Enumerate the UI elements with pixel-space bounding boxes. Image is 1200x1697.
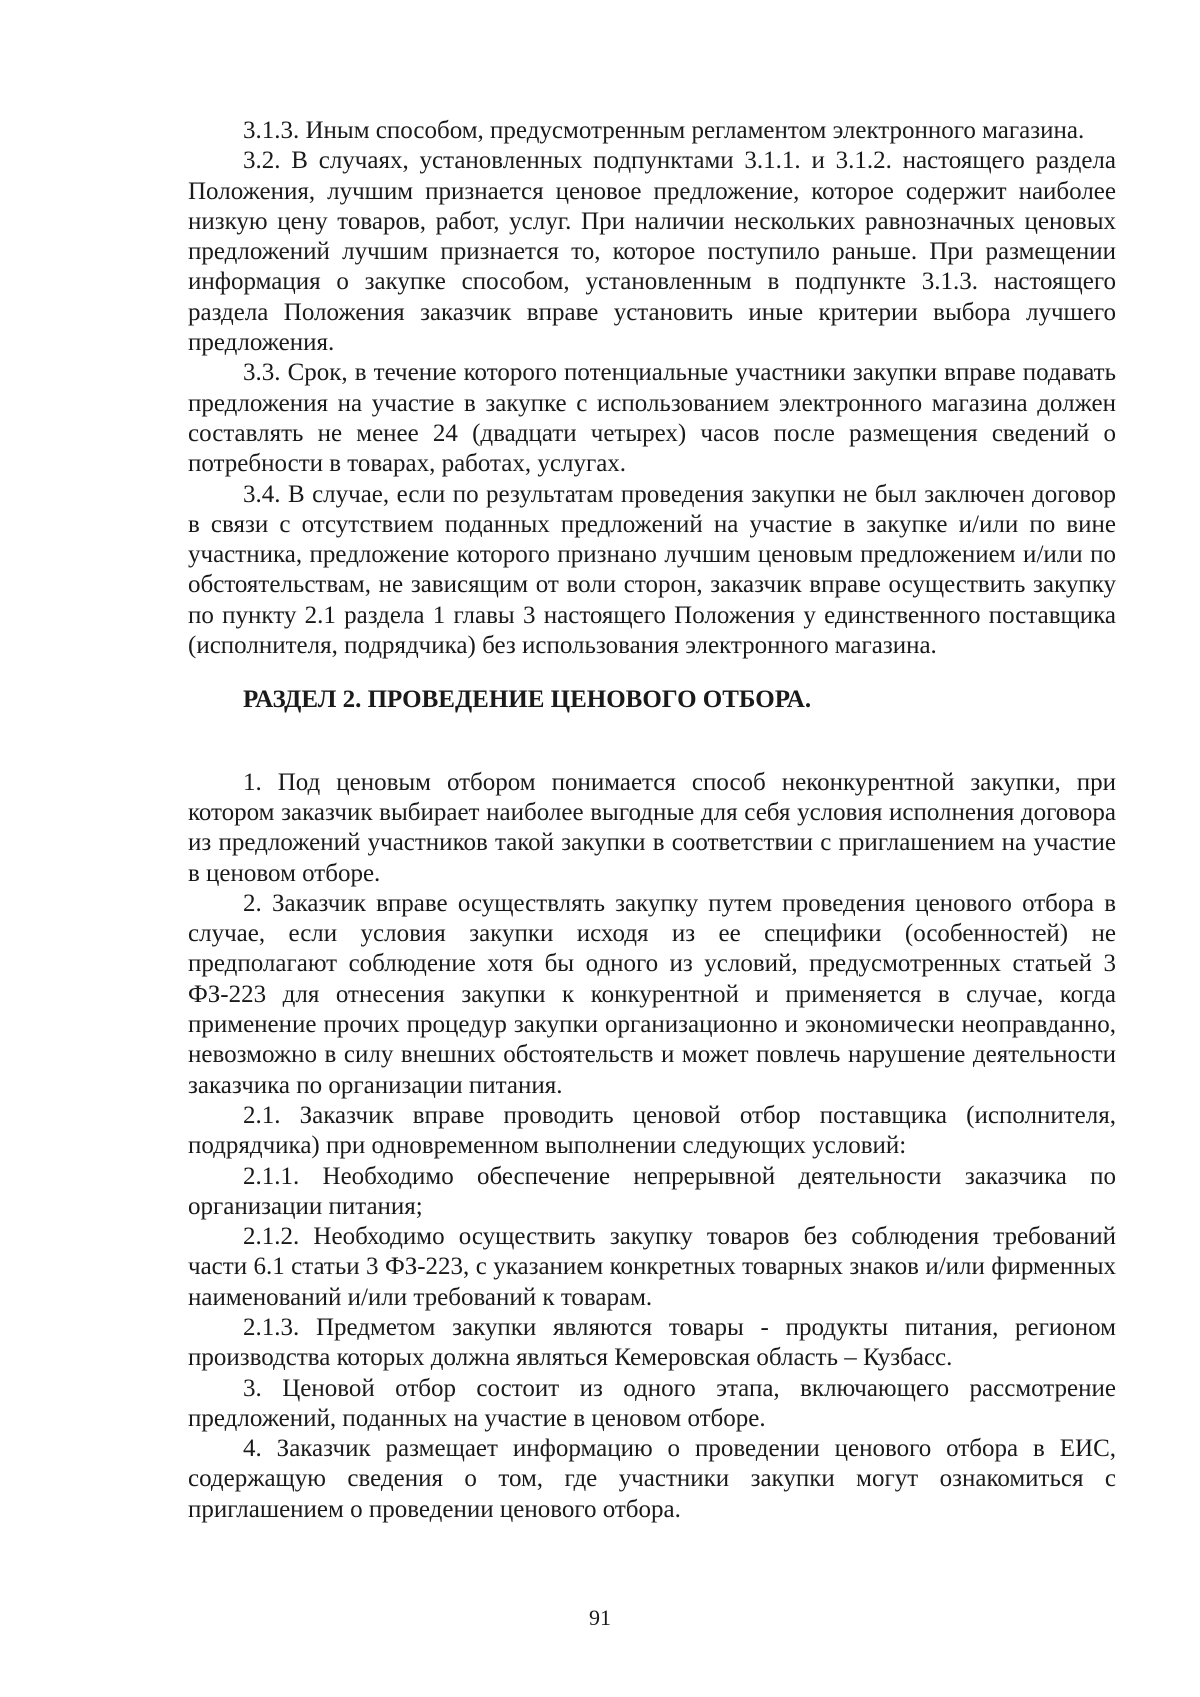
paragraph-3-1-3: 3.1.3. Иным способом, предусмотренным регламентом электронного магазина. bbox=[243, 117, 1085, 144]
paragraph-3-2: 3.2. В случаях, установленных подпунктами 3.1.1. и 3.1.2. настоящего раздела Положения, лучшим признается ценовое предложение, которое содержит наиболее низкую цену товаров, работ, услуг. При наличии нескольких равнозначных ценовых предложений лучшим признается то, которое поступило раньше. При размещении информация о закупке способом, установленным в подпункте 3.1.3. настоящего раздела Положения заказчик вправе установить иные критерии выбора лучшего предложения. bbox=[188, 147, 1116, 357]
paragraph-3-3: 3.3. Срок, в течение которого потенциальные участники закупки вправе подавать предложения на участие в закупке с использованием электронного магазина должен составлять не менее 24 (двадцати четырех) часов после размещения сведений о потребности в товарах, работах, услугах. bbox=[188, 359, 1116, 478]
page-number: 91 bbox=[589, 1605, 611, 1630]
page-body bbox=[188, 116, 1116, 1525]
paragraph-3: 3. Ценовой отбор состоит из одного этапа, включающего рассмотрение предложений, поданных на участие в ценовом отборе. bbox=[188, 1374, 1116, 1432]
paragraph-3-4: 3.4. В случае, если по результатам проведения закупки не был заключен договор в связи с отсутствием поданных предложений на участие в закупке и/или по вине участника, предложение которого признано лучшим ценовым предложением и/или по обстоятельствам, не зависящим от воли сторон, заказчик вправе осуществить закупку по пункту 2.1 раздела 1 главы 3 настоящего Положения у единственного поставщика (исполнителя, подрядчика) без использования электронного магазина. bbox=[188, 480, 1116, 660]
paragraph-4: 4. Заказчик размещает информацию о проведении ценового отбора в ЕИС, содержащую сведения о том, где участники закупки могут ознакомиться с приглашением о проведении ценового отбора. bbox=[188, 1435, 1116, 1523]
section-heading: РАЗДЕЛ 2. ПРОВЕДЕНИЕ ЦЕНОВОГО ОТБОРА. bbox=[243, 686, 812, 714]
paragraph-2-1-1: 2.1.1. Необходимо обеспечение непрерывной деятельности заказчика по организации питания; bbox=[188, 1162, 1116, 1220]
paragraph-2-1-3: 2.1.3. Предметом закупки являются товары - продукты питания, регионом производства которых должна являться Кемеровская область – Кузбасс. bbox=[188, 1313, 1116, 1372]
paragraph-2-1-2: 2.1.2. Необходимо осуществить закупку товаров без соблюдения требований части 6.1 статьи 3 ФЗ-223, с указанием конкретных товарных знаков и/или фирменных наименований и/или требований к товарам. bbox=[188, 1223, 1116, 1311]
paragraph-1: 1. Под ценовым отбором понимается способ неконкурентной закупки, при котором заказчик выбирает наиболее выгодные для себя условия исполнения договора из предложений участников такой закупки в соответствии с приглашением на участие в ценовом отборе. bbox=[188, 768, 1116, 887]
paragraph-2-1: 2.1. Заказчик вправе проводить ценовой отбор поставщика (исполнителя, подрядчика) при одновременном выполнении следующих условий: bbox=[188, 1101, 1116, 1160]
paragraph-2: 2. Заказчик вправе осуществлять закупку путем проведения ценового отбора в случае, если условия закупки исходя из ее специфики (особенностей) не предполагают соблюдение хотя бы одного из условий, предусмотренных статьей 3 ФЗ-223 для отнесения закупки к конкурентной и применяется в случае, когда применение прочих процедур закупки организационно и экономически неоправданно, невозможно в силу внешних обстоятельств и может повлечь нарушение деятельности заказчика по организации питания. bbox=[188, 889, 1116, 1099]
